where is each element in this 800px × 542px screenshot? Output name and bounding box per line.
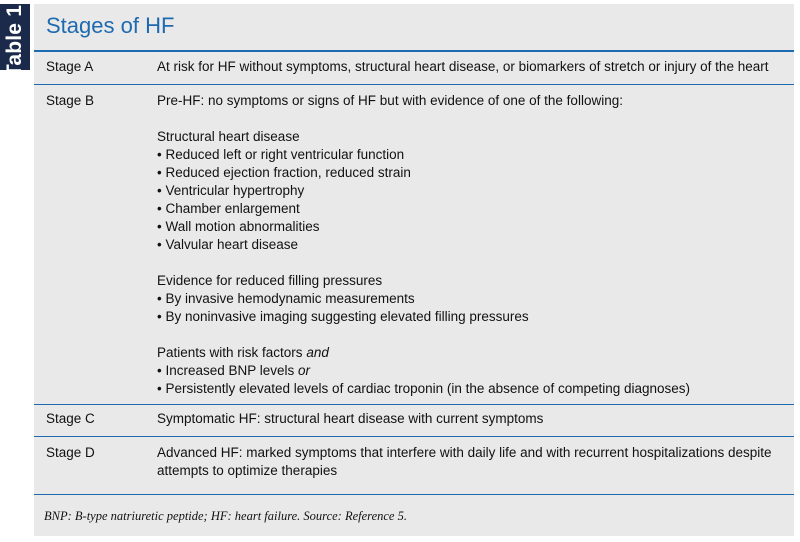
stage-d-text-line-1: Advanced HF: marked symptoms that interfere with daily life and with recurrent hospitalizations despite [157,445,772,460]
stage-a-text: At risk for HF without symptoms, structural heart disease, or biomarkers of stretch or injury of the heart [157,59,769,74]
stage-b-label: Stage B [46,93,95,108]
list-item: • Reduced ejection fraction, reduced strain [157,165,411,180]
stage-a-label: Stage A [46,59,94,74]
list-item: • Persistently elevated levels of cardiac troponin (in the absence of competing diagnoses) [157,381,691,396]
stage-c-description [157,410,777,428]
row-divider [34,436,794,437]
stage-c-text: Symptomatic HF: structural heart disease with current symptoms [157,411,544,426]
table-number-label: Table 1 [3,4,26,78]
table-number-tab [0,4,30,78]
stage-d-text-line-2: attempts to optimize therapies [157,463,338,478]
stage-c-label: Stage C [46,411,95,426]
stage-b-description [157,92,777,398]
list-item: • Increased BNP levels or [157,363,311,378]
row-divider [34,494,794,495]
list-item: • Valvular heart disease [157,237,299,252]
stage-d-description [157,444,777,480]
stage-d-label: Stage D [46,445,95,460]
title-divider [34,50,794,52]
structural-heading: Structural heart disease [157,129,300,144]
row-divider [34,84,794,85]
list-item: • By invasive hemodynamic measurements [157,291,415,306]
list-item: • Wall motion abnormalities [157,219,320,234]
risk-factors-heading: Patients with risk factors and [157,345,329,360]
list-item: • Chamber enlargement [157,201,300,216]
filling-pressure-heading: Evidence for reduced filling pressures [157,273,383,288]
row-divider [34,404,794,405]
table-footnote: BNP: B-type natriuretic peptide; HF: heart failure. Source: Reference 5. [44,509,407,523]
stages-table [34,4,794,536]
list-item: • Ventricular hypertrophy [157,183,305,198]
list-item: • Reduced left or right ventricular function [157,147,405,162]
stage-a-description [157,58,777,76]
table-title: Stages of HF [46,13,175,38]
list-item: • By noninvasive imaging suggesting elevated filling pressures [157,309,529,324]
stage-b-intro: Pre-HF: no symptoms or signs of HF but with evidence of one of the following: [157,93,623,108]
